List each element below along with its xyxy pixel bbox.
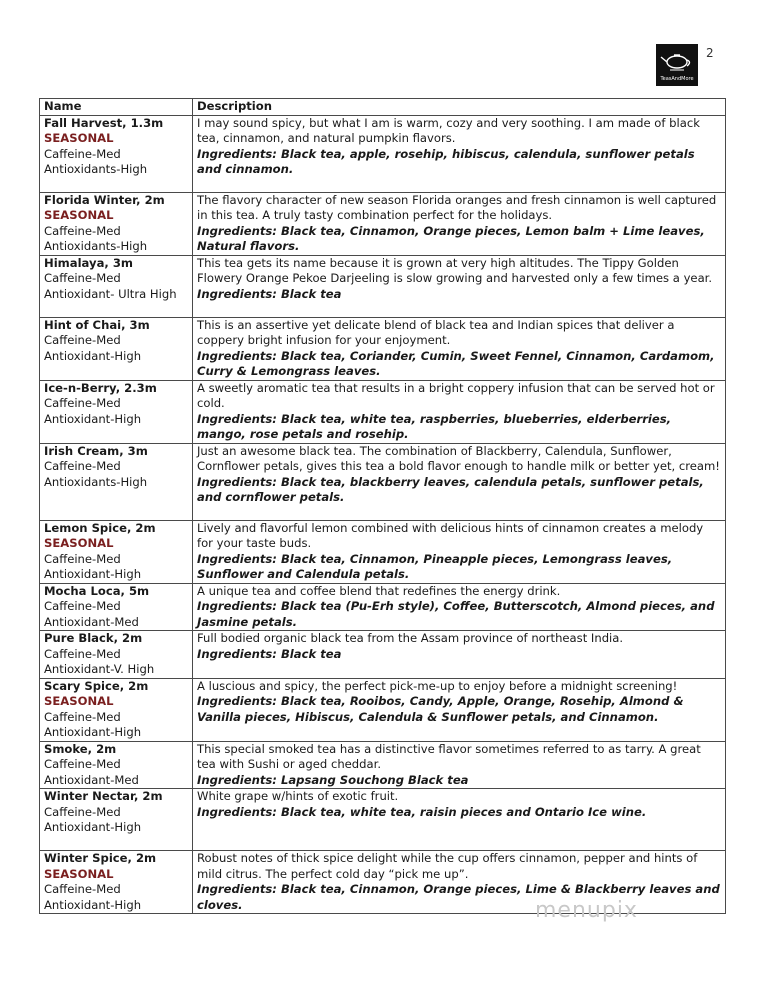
- tea-description: Robust notes of thick spice delight while the cup offers cinnamon, pepper and hints of mild citrus. The perfect cold day “pick me up”.: [197, 851, 698, 881]
- caffeine-level: Caffeine-Med: [44, 709, 121, 724]
- tea-description: This tea gets its name because it is grown at very high altitudes. The Tippy Golden Flowery Orange Pekoe Darjeeling is slow growing and harvested only a few times a year.: [197, 255, 713, 285]
- caffeine-level: Caffeine-Med: [44, 804, 121, 819]
- column-header-description: Description: [193, 99, 726, 116]
- tea-ingredients: Ingredients: Black tea, Cinnamon, Orange pieces, Lime & Blackberry leaves and cloves.: [197, 882, 720, 912]
- tea-ingredients: Ingredients: Black tea, Cinnamon, Pineapple pieces, Lemongrass leaves, Sunflower and Calendula petals.: [197, 551, 673, 581]
- column-header-name: Name: [40, 99, 193, 116]
- tea-name: Lemon Spice, 2m: [44, 520, 156, 535]
- caffeine-level: Caffeine-Med: [44, 882, 121, 896]
- tea-description: Lively and flavorful lemon combined with delicious hints of cinnamon creates a melody for your taste buds.: [197, 520, 704, 550]
- caffeine-level: Caffeine-Med: [44, 271, 121, 285]
- seasonal-badge: SEASONAL: [44, 208, 114, 222]
- tea-name: Scary Spice, 2m: [44, 678, 149, 693]
- tea-description-cell: [193, 678, 726, 741]
- tea-name-cell: [40, 380, 193, 443]
- tea-name-cell: [40, 115, 193, 192]
- caffeine-level: Caffeine-Med: [44, 459, 121, 473]
- tea-name: Florida Winter, 2m: [44, 192, 165, 207]
- table-row: [40, 380, 726, 443]
- watermark: menupix: [535, 898, 638, 923]
- caffeine-level: Caffeine-Med: [44, 396, 121, 410]
- tea-ingredients: Ingredients: Black tea: [197, 646, 342, 661]
- table-row: [40, 789, 726, 851]
- tea-name-cell: [40, 678, 193, 741]
- tea-description-cell: [193, 380, 726, 443]
- teapot-logo: [656, 44, 698, 86]
- tea-description: This special smoked tea has a distinctive flavor sometimes referred to as tarry. A great tea with Sushi or aged cheddar.: [197, 741, 701, 771]
- caffeine-level: Caffeine-Med: [44, 757, 121, 771]
- tea-name-cell: [40, 851, 193, 914]
- tea-ingredients: Ingredients: Black tea, apple, rosehip, hibiscus, calendula, sunflower petals and cinnamon.: [197, 146, 695, 176]
- antioxidant-level: Antioxidant-Med: [44, 772, 139, 787]
- antioxidant-level: Antioxidants-High: [44, 474, 148, 489]
- antioxidant-level: Antioxidant-Med: [44, 614, 139, 629]
- tea-description: A sweetly aromatic tea that results in a bright coppery infusion that can be served hot or cold.: [197, 380, 715, 410]
- antioxidant-level: Antioxidants-High: [44, 162, 148, 176]
- tea-name-cell: [40, 192, 193, 255]
- tea-name: Hint of Chai, 3m: [44, 317, 150, 332]
- tea-name: Pure Black, 2m: [44, 631, 143, 645]
- tea-name-cell: [40, 741, 193, 789]
- tea-name: Himalaya, 3m: [44, 255, 133, 270]
- tea-menu-table: [39, 98, 726, 914]
- tea-name: Fall Harvest, 1.3m: [44, 115, 164, 130]
- tea-ingredients: Ingredients: Black tea, Coriander, Cumin, Sweet Fennel, Cinnamon, Cardamom, Curry & Lemongrass leaves.: [197, 348, 715, 378]
- tea-description: A unique tea and coffee blend that redefines the energy drink.: [197, 583, 561, 598]
- seasonal-badge: SEASONAL: [44, 536, 114, 550]
- tea-description: A luscious and spicy, the perfect pick-me-up to enjoy before a midnight screening!: [197, 678, 678, 693]
- caffeine-level: Caffeine-Med: [44, 599, 121, 613]
- table-row: [40, 317, 726, 380]
- table-row: [40, 678, 726, 741]
- tea-description-cell: [193, 631, 726, 679]
- antioxidant-level: Antioxidant-V. High: [44, 662, 155, 676]
- caffeine-level: Caffeine-Med: [44, 223, 121, 238]
- table-header-row: [40, 99, 726, 116]
- caffeine-level: Caffeine-Med: [44, 646, 121, 661]
- tea-description: This is an assertive yet delicate blend of black tea and Indian spices that deliver a coppery bright infusion for your enjoyment.: [197, 317, 675, 347]
- tea-ingredients: Ingredients: Black tea, white tea, raisin pieces and Ontario Ice wine.: [197, 804, 647, 819]
- tea-ingredients: Ingredients: Lapsang Souchong Black tea: [197, 772, 469, 787]
- tea-description: White grape w/hints of exotic fruit.: [197, 789, 399, 803]
- tea-description: Full bodied organic black tea from the Assam province of northeast India.: [197, 631, 624, 645]
- tea-description-cell: [193, 789, 726, 851]
- table-row: [40, 192, 726, 255]
- tea-name: Winter Nectar, 2m: [44, 789, 163, 803]
- antioxidant-level: Antioxidant-High: [44, 411, 142, 426]
- antioxidant-level: Antioxidant-High: [44, 567, 142, 581]
- tea-description-cell: [193, 741, 726, 789]
- tea-name: Winter Spice, 2m: [44, 851, 157, 865]
- seasonal-badge: SEASONAL: [44, 694, 114, 708]
- tea-name: Mocha Loca, 5m: [44, 583, 150, 598]
- seasonal-badge: SEASONAL: [44, 131, 114, 145]
- table-row: [40, 115, 726, 192]
- table-row: [40, 255, 726, 317]
- tea-ingredients: Ingredients: Black tea, Rooibos, Candy, Apple, Orange, Rosehip, Almond & Vanilla pieces, Hibiscus, Calendula & Sunflower petals, and Cinnamon.: [197, 694, 684, 724]
- tea-ingredients: Ingredients: Black tea: [197, 286, 342, 301]
- seasonal-badge: SEASONAL: [44, 866, 114, 881]
- antioxidant-level: Antioxidant-High: [44, 820, 142, 834]
- caffeine-level: Caffeine-Med: [44, 146, 121, 161]
- tea-name: Irish Cream, 3m: [44, 443, 148, 458]
- tea-description: Just an awesome black tea. The combination of Blackberry, Calendula, Sunflower, Cornflower petals, gives this tea a bold flavor enough to handle milk or better yet, cream!: [197, 443, 720, 473]
- tea-name: Smoke, 2m: [44, 741, 117, 756]
- tea-name-cell: [40, 520, 193, 583]
- tea-description-cell: [193, 192, 726, 255]
- tea-name-cell: [40, 317, 193, 380]
- table-row: [40, 631, 726, 679]
- tea-description: The flavory character of new season Florida oranges and fresh cinnamon is well captured in this tea. A truly tasty combination perfect for the holidays.: [197, 192, 717, 222]
- antioxidant-level: Antioxidant-High: [44, 725, 142, 739]
- antioxidant-level: Antioxidant- Ultra High: [44, 286, 177, 301]
- tea-name-cell: [40, 631, 193, 679]
- antioxidant-level: Antioxidants-High: [44, 239, 148, 253]
- antioxidant-level: Antioxidant-High: [44, 897, 142, 912]
- antioxidant-level: Antioxidant-High: [44, 348, 142, 363]
- tea-description-cell: [193, 317, 726, 380]
- tea-ingredients: Ingredients: Black tea (Pu-Erh style), Coffee, Butterscotch, Almond pieces, and Jasmine petals.: [197, 599, 715, 629]
- table-row: [40, 741, 726, 789]
- tea-name: Ice-n-Berry, 2.3m: [44, 380, 157, 395]
- caffeine-level: Caffeine-Med: [44, 333, 121, 347]
- caffeine-level: Caffeine-Med: [44, 551, 121, 566]
- tea-ingredients: Ingredients: Black tea, white tea, raspberries, blueberries, elderberries, mango, rose petals and rosehip.: [197, 411, 672, 441]
- tea-name-cell: [40, 789, 193, 851]
- tea-name-cell: [40, 255, 193, 317]
- tea-description-cell: [193, 115, 726, 192]
- tea-ingredients: Ingredients: Black tea, Cinnamon, Orange pieces, Lemon balm + Lime leaves, Natural flavors.: [197, 223, 705, 253]
- tea-description-cell: [193, 520, 726, 583]
- tea-description: I may sound spicy, but what I am is warm, cozy and very soothing. I am made of black tea, cinnamon, and natural pumpkin flavors.: [197, 115, 700, 145]
- tea-description-cell: [193, 583, 726, 631]
- tea-description-cell: [193, 443, 726, 520]
- tea-name-cell: [40, 583, 193, 631]
- tea-ingredients: Ingredients: Black tea, blackberry leaves, calendula petals, sunflower petals, and cornflower petals.: [197, 474, 704, 504]
- table-row: [40, 583, 726, 631]
- tea-description-cell: [193, 851, 726, 914]
- table-row: [40, 520, 726, 583]
- tea-description-cell: [193, 255, 726, 317]
- page-number: 2: [706, 46, 714, 60]
- table-row: [40, 443, 726, 520]
- logo-text: TeasAndMore: [660, 76, 694, 82]
- tea-name-cell: [40, 443, 193, 520]
